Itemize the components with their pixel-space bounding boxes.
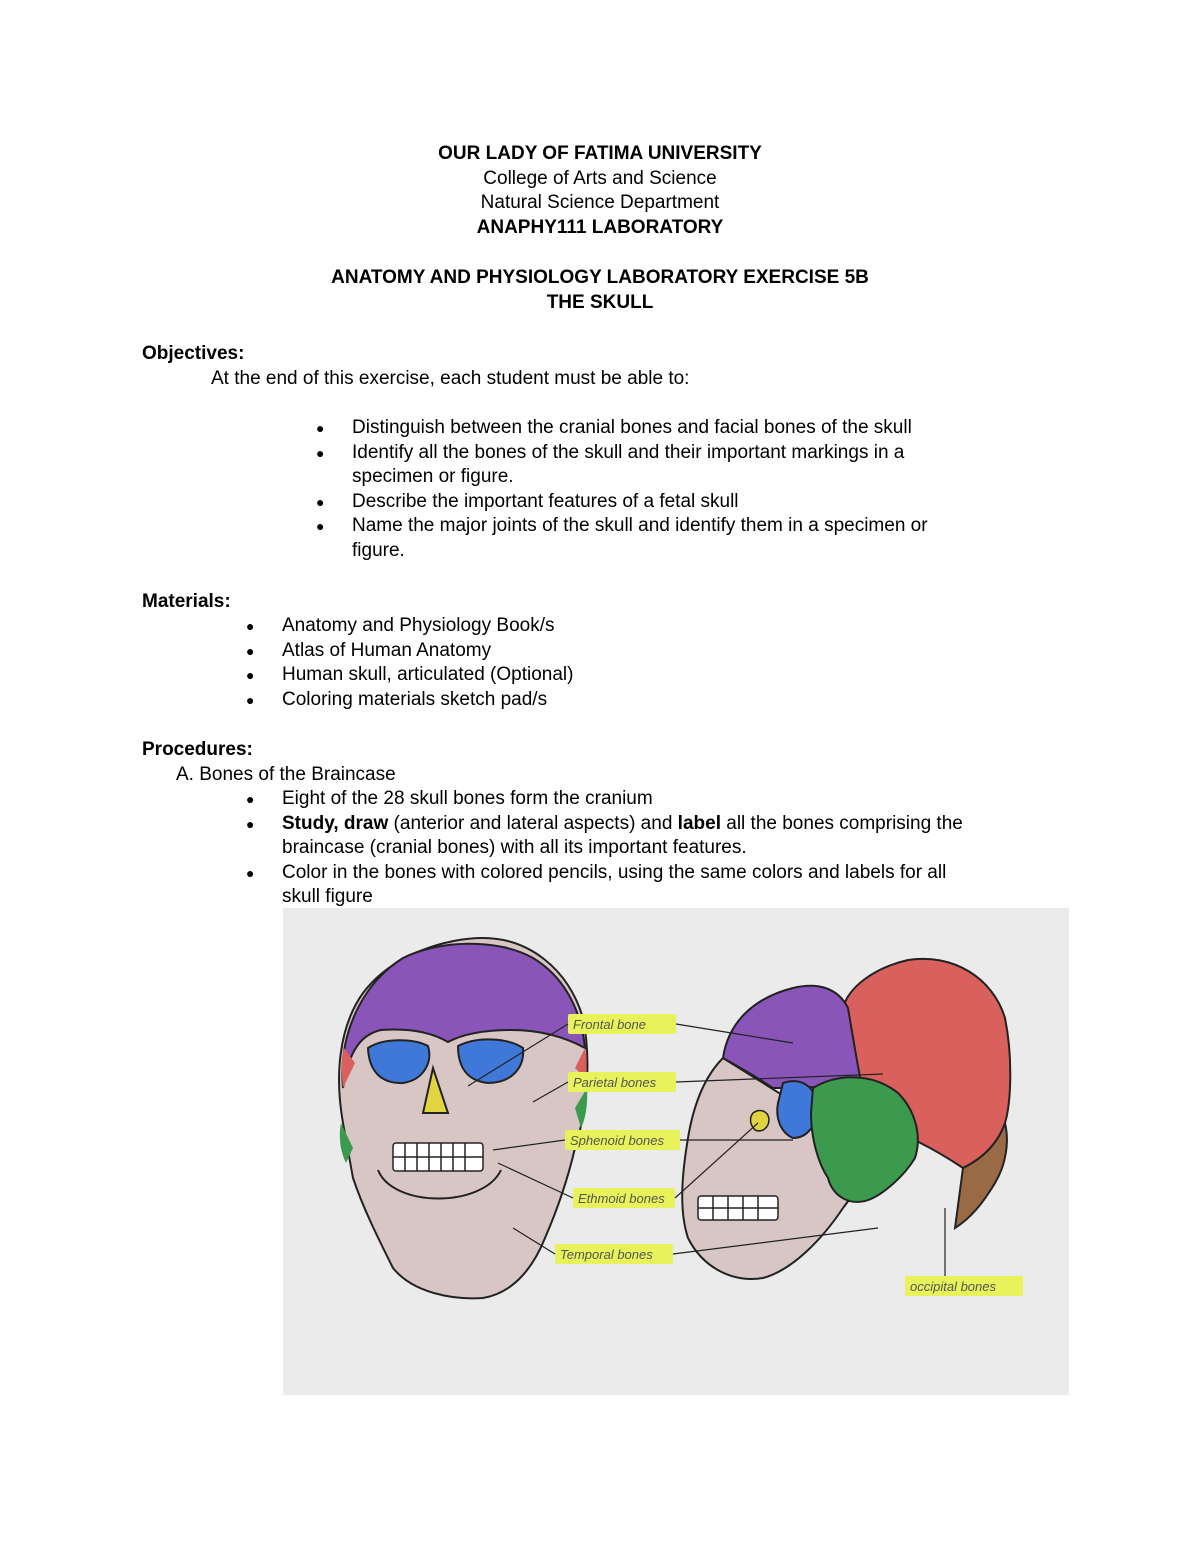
list-item: ● Describe the important features of a fetal skull <box>352 490 1072 515</box>
lateral-teeth <box>698 1196 778 1220</box>
bullet-icon: ● <box>316 444 325 461</box>
list-item: ● Distinguish between the cranial bones and facial bones of the skull <box>352 416 1072 441</box>
occipital-label: occipital bones <box>910 1279 996 1294</box>
university-name: OUR LADY OF FATIMA UNIVERSITY <box>438 143 762 164</box>
bullet-icon: ● <box>246 691 255 708</box>
list-item: ● Name the major joints of the skull and identify them in a specimen or <box>352 514 1072 539</box>
skull-drawing-figure <box>283 908 1069 1395</box>
procedures-list <box>246 787 1072 910</box>
bullet-icon: ● <box>316 518 325 535</box>
anterior-skull <box>339 938 587 1298</box>
bullet-icon: ● <box>316 420 325 436</box>
frontal-label: Frontal bone <box>573 1017 646 1032</box>
sphenoid-label: Sphenoid bones <box>570 1133 664 1148</box>
materials-list <box>246 614 1042 712</box>
ethmoid-label: Ethmoid bones <box>578 1191 665 1206</box>
bullet-icon: ● <box>246 864 255 881</box>
list-item: ● Anatomy and Physiology Book/s <box>282 614 1042 639</box>
list-item: ● Identify all the bones of the skull and their important markings in a <box>352 441 1072 466</box>
parietal-label: Parietal bones <box>573 1075 657 1090</box>
list-item-continuation: figure. <box>352 539 405 561</box>
exercise-title: ANATOMY AND PHYSIOLOGY LABORATORY EXERCISE 5B <box>331 267 869 288</box>
list-item: ● Coloring materials sketch pad/s <box>282 688 1042 713</box>
temporal-label: Temporal bones <box>560 1247 653 1262</box>
skull-illustration <box>283 908 1069 1395</box>
bullet-icon: ● <box>246 618 255 634</box>
list-item-continuation: skull figure <box>282 886 373 908</box>
topic-title: THE SKULL <box>546 292 654 313</box>
section-a-heading: A. Bones of the Braincase <box>176 764 396 785</box>
college-name: College of Arts and Science <box>483 168 717 189</box>
bullet-icon: ● <box>316 493 325 510</box>
list-item: ● Study, draw (anterior and lateral aspects) and label all the bones comprising the <box>282 812 1072 837</box>
list-item: ● Atlas of Human Anatomy <box>282 639 1042 664</box>
objectives-list <box>316 416 1072 564</box>
course-code: ANAPHY111 LABORATORY <box>476 217 724 238</box>
list-item: ● Human skull, articulated (Optional) <box>282 663 1042 688</box>
lateral-skull <box>682 959 1010 1279</box>
bullet-icon: ● <box>246 667 255 684</box>
anterior-teeth <box>393 1143 483 1171</box>
bullet-icon: ● <box>246 791 255 807</box>
materials-heading: Materials: <box>142 591 231 612</box>
department-name: Natural Science Department <box>480 192 720 213</box>
objectives-heading: Objectives: <box>142 343 245 364</box>
procedures-heading: Procedures: <box>142 739 253 760</box>
list-item: ● Eight of the 28 skull bones form the cranium <box>282 787 1072 812</box>
bullet-icon: ● <box>246 642 255 659</box>
list-item-continuation: braincase (cranial bones) with all its important features. <box>282 837 747 859</box>
list-item-continuation: specimen or figure. <box>352 466 514 488</box>
list-item: ● Color in the bones with colored pencils, using the same colors and labels for all <box>282 861 1072 886</box>
bullet-icon: ● <box>246 815 255 832</box>
objectives-intro: At the end of this exercise, each student must be able to: <box>211 368 690 389</box>
